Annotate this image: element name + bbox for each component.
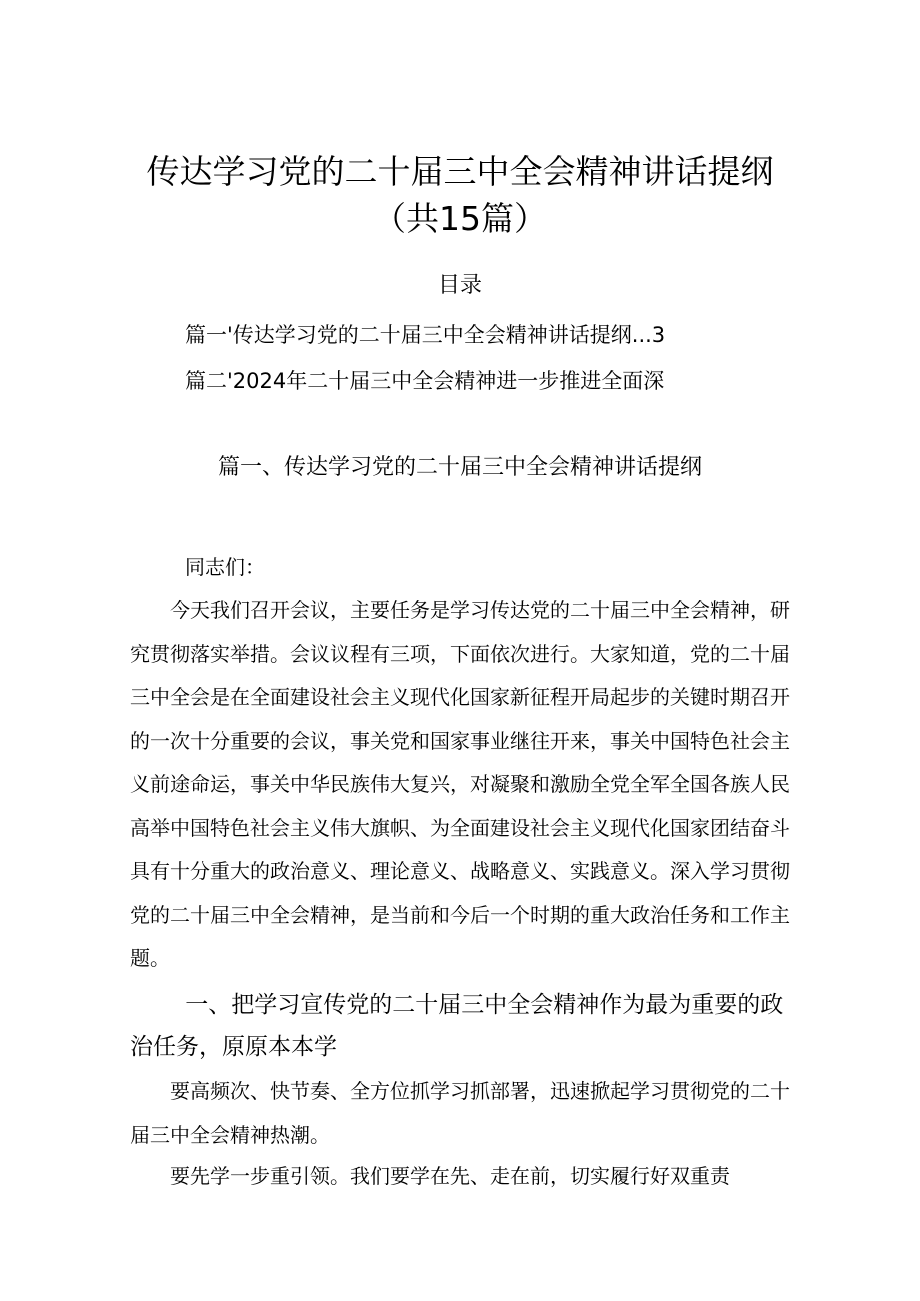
toc-item-2[interactable]: 篇二'2024年二十届三中全会精神进一步推进全面深 [185,369,665,393]
paragraph-2: 要高频次、快节奏、全方位抓学习抓部署，迅速掀起学习贯彻党的二十届三中全会精神热潮。 [130,1079,790,1147]
toc-heading: 目录 [437,273,482,298]
greeting: 同志们： [185,555,265,579]
paragraph-1: 今天我们召开会议，主要任务是学习传达党的二十届三中全会精神，研究贯彻落实举措。会议议程有三项，下面依次进行。大家知道，党的二十届三中全会是在全面建设社会主义现代化国家新征程开局起步的关键时期召开的一次十分重要的会议，事关党和国家事业继往开来，事关中国特色社会主义前途命运，事关中华民族伟大复兴，对凝聚和激励全党全军全国各族人民高举中国特色社会主义伟大旗帜、为全面建设社会主义现代化国家团结奋斗具有十分重大的政治意义、理论意义、战略意义、实践意义。深入学习贯彻党的二十届三中全会精神，是当前和今后一个时期的重大政治任务和工作主题。 [130,598,790,970]
document-title: 传达学习党的二十届三中全会精神讲话提纲（共15篇） [146,152,774,238]
paragraph-3: 要先学一步重引领。我们要学在先、走在前，切实履行好双重责 [170,1164,730,1188]
section-title: 篇一、传达学习党的二十届三中全会精神讲话提纲 [217,455,702,480]
toc-item-1[interactable]: 篇一'传达学习党的二十届三中全会精神讲话提纲...3 [185,323,666,347]
heading-1: 一、把学习宣传党的二十届三中全会精神作为最为重要的政治任务，原原本本学 [130,992,784,1060]
